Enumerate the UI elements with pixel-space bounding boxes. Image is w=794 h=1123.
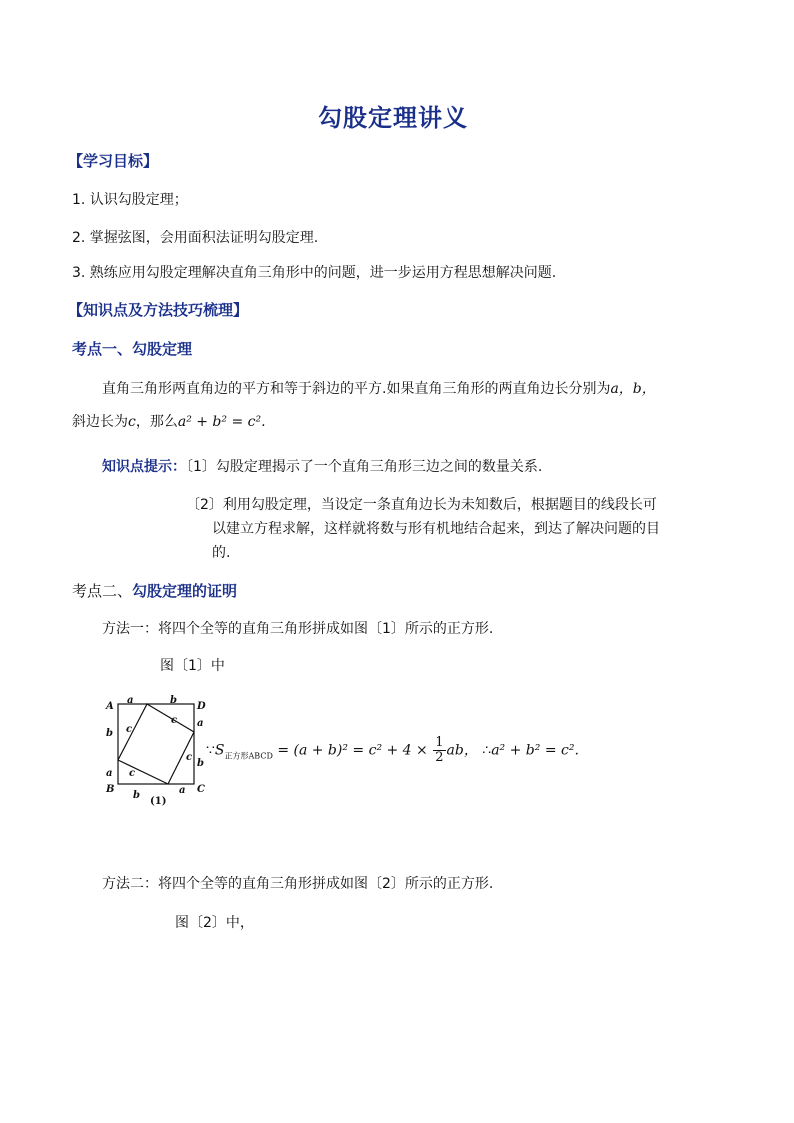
point1-line2-text-b: ，那么: [135, 414, 178, 430]
side-label: a: [197, 718, 204, 729]
formula-lhs: = (a + b)² = c² + 4 ×: [277, 742, 428, 759]
point1-line1-vars: a，b，: [610, 381, 656, 397]
page-title: 勾股定理讲义: [318, 104, 468, 132]
knowledge-heading: 【知识点及方法技巧梳理】: [68, 301, 249, 319]
corner-label-a: A: [106, 701, 114, 712]
method1-text: 方法一：将四个全等的直角三角形拼成如图〔1〕所示的正方形.: [102, 621, 494, 637]
therefore-symbol: ∴: [482, 742, 492, 759]
goal-item-3: 3. 熟练应用勾股定理解决直角三角形中的问题，进一步运用方程思想解决问题.: [72, 265, 557, 281]
hint-item2-line3: 的.: [212, 545, 231, 561]
corner-label-d: D: [197, 701, 206, 712]
hint-item2-line1: 〔2〕利用勾股定理，当设定一条直角边长为未知数后，根据题目的线段长可: [186, 497, 657, 513]
point1-line2-text-a: 斜边长为: [72, 414, 128, 430]
goal-item-1: 1. 认识勾股定理；: [72, 192, 188, 208]
point1-line1-text: 直角三角形两直角边的平方和等于斜边的平方.如果直角三角形的两直角边长分别为: [102, 381, 611, 397]
corner-label-b: B: [106, 784, 115, 795]
corner-label-c: C: [197, 784, 205, 795]
fraction-numerator: 1: [435, 735, 444, 750]
side-label: b: [170, 695, 177, 706]
point1-line2-var: c: [128, 414, 136, 430]
point1-line2: [72, 411, 266, 431]
figure2-caption: 图〔2〕中，: [175, 915, 254, 931]
figure1-diagram: [100, 694, 215, 809]
point2-heading: [72, 580, 237, 601]
figure1-number: (1): [150, 796, 167, 807]
method2-text: 方法二：将四个全等的直角三角形拼成如图〔2〕所示的正方形.: [102, 876, 494, 892]
side-label: c: [129, 768, 136, 779]
area-symbol: S: [214, 742, 225, 759]
side-label: c: [171, 715, 178, 726]
figure1-formula: [206, 736, 579, 765]
point1-line1: [102, 378, 656, 398]
side-label: a: [106, 768, 113, 779]
formula-rhs: ab，: [446, 742, 478, 759]
goal-item-2: 2. 掌握弦图，会用面积法证明勾股定理.: [72, 230, 319, 246]
point1-heading: 考点一、勾股定理: [72, 340, 193, 358]
one-half-fraction: [433, 736, 445, 765]
fraction-denominator: 2: [435, 750, 444, 765]
side-label: b: [197, 758, 204, 769]
side-label: a: [127, 695, 134, 706]
side-label: b: [133, 790, 140, 801]
side-label: a: [179, 785, 186, 796]
hint-line1: [102, 456, 542, 476]
hint-item1: 〔1〕勾股定理揭示了一个直角三角形三边之间的数量关系.: [186, 459, 543, 475]
because-symbol: ∵: [206, 742, 215, 759]
formula-conclusion: a² + b² = c².: [491, 742, 579, 759]
side-label: b: [106, 728, 113, 739]
pythagorean-formula: a² + b² = c².: [177, 414, 266, 430]
hint-label: 知识点提示：: [102, 459, 186, 475]
figure1-caption: 图〔1〕中: [160, 658, 225, 674]
side-label: c: [186, 752, 193, 763]
point2-heading-plain: 考点二、: [72, 582, 133, 600]
hint-item2-line2: 以建立方程求解，这样就将数与形有机地结合起来，到达了解决问题的目: [212, 521, 660, 537]
goals-heading: 【学习目标】: [68, 152, 159, 170]
point2-heading-bold: 勾股定理的证明: [132, 582, 238, 600]
area-subscript: 正方形ABCD: [224, 751, 273, 761]
side-label: c: [126, 724, 133, 735]
